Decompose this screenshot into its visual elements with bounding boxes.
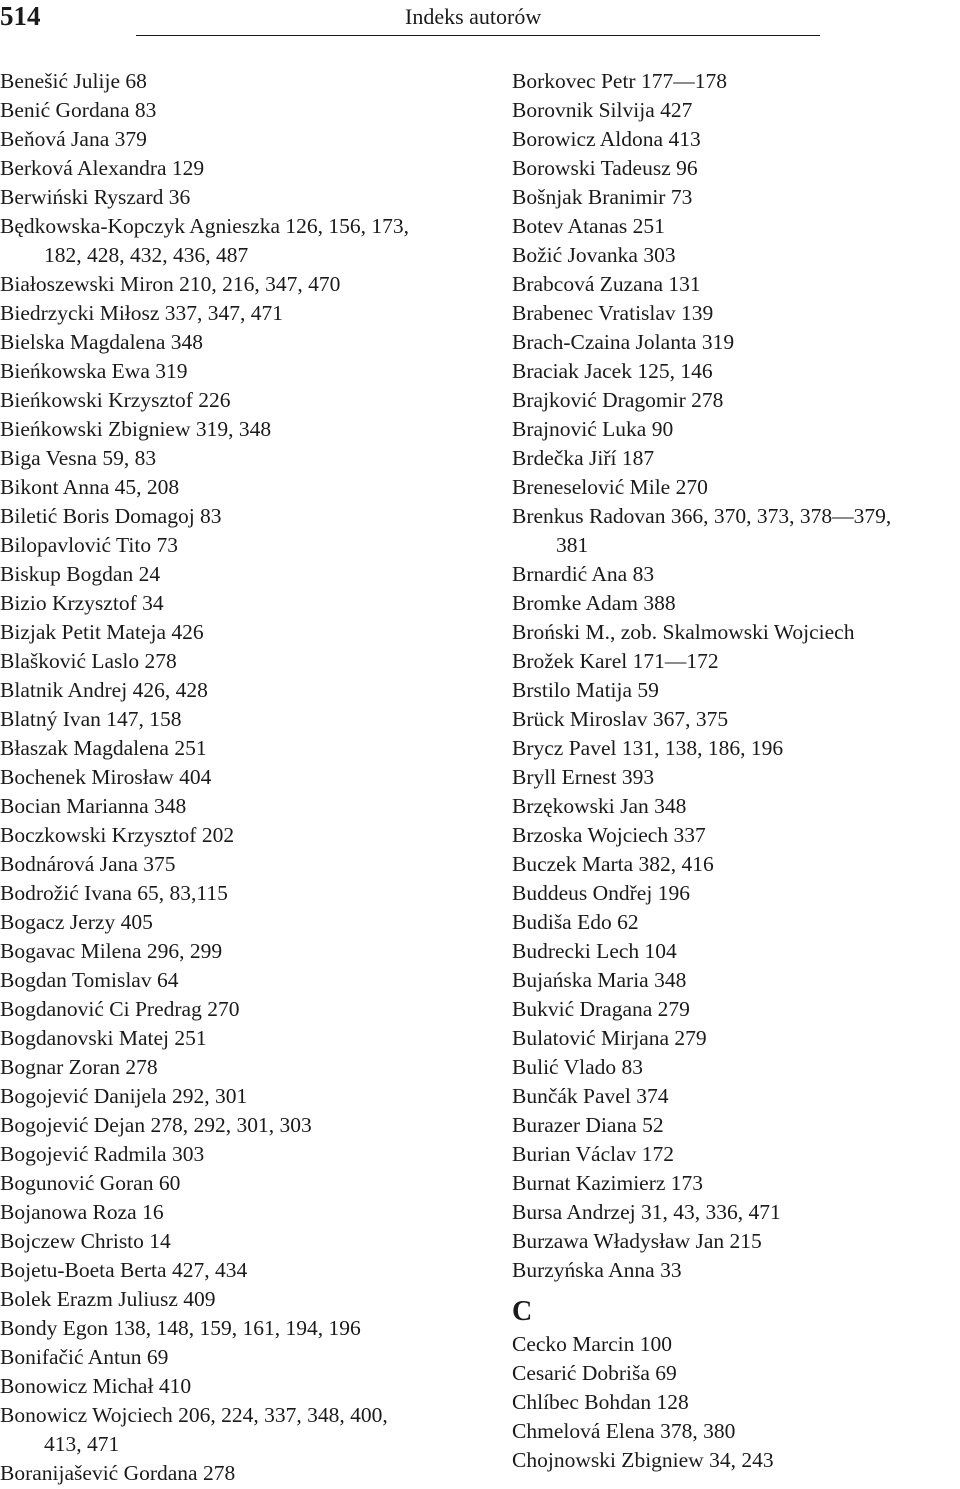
index-entry: Będkowska-Kopczyk Agnieszka 126, 156, 173,: [0, 214, 410, 238]
index-entry: Brycz Pavel 131, 138, 186, 196: [512, 736, 784, 760]
index-entry: Bogojević Danijela 292, 301: [0, 1084, 248, 1108]
index-entry: Broński M., zob. Skalmowski Wojciech: [512, 620, 855, 644]
index-entry: Bojetu-Boeta Berta 427, 434: [0, 1258, 248, 1282]
index-entry: Borowicz Aldona 413: [512, 127, 701, 151]
index-entry: Brück Miroslav 367, 375: [512, 707, 729, 731]
index-entry: Borowski Tadeusz 96: [512, 156, 698, 180]
index-entry: Błaszak Magdalena 251: [0, 736, 207, 760]
index-entry: Biedrzycki Miłosz 337, 347, 471: [0, 301, 284, 325]
index-entry: Bukvić Dragana 279: [512, 997, 690, 1021]
index-entry: Bogunović Goran 60: [0, 1171, 181, 1195]
index-entry: Borovnik Silvija 427: [512, 98, 693, 122]
index-entry: Białoszewski Miron 210, 216, 347, 470: [0, 272, 341, 296]
index-entry: Brabcová Zuzana 131: [512, 272, 701, 296]
index-entry: Benešić Julije 68: [0, 69, 147, 93]
index-entry: Blašković Laslo 278: [0, 649, 177, 673]
index-column-right: [512, 67, 957, 1475]
index-entry: Bizio Krzysztof 34: [0, 591, 164, 615]
index-entry: Blatný Ivan 147, 158: [0, 707, 182, 731]
index-entry: Bilopavlović Tito 73: [0, 533, 179, 557]
page-number: 514: [0, 1, 41, 31]
index-entry: Biletić Boris Domagoj 83: [0, 504, 222, 528]
index-entry: Chlíbec Bohdan 128: [512, 1390, 689, 1414]
index-entry: Burazer Diana 52: [512, 1113, 664, 1137]
index-entry: Brajković Dragomir 278: [512, 388, 724, 412]
index-entry: Beňová Jana 379: [0, 127, 147, 151]
index-entry: Bonifačić Antun 69: [0, 1345, 169, 1369]
index-entry: Bryll Ernest 393: [512, 765, 655, 789]
index-entry: Bieńkowski Krzysztof 226: [0, 388, 231, 412]
index-entry: Bojczew Christo 14: [0, 1229, 171, 1253]
index-entry: Bogacz Jerzy 405: [0, 910, 153, 934]
index-entry: Bochenek Mirosław 404: [0, 765, 212, 789]
index-entry: Braciak Jacek 125, 146: [512, 359, 713, 383]
index-entry: Bocian Marianna 348: [0, 794, 187, 818]
index-entry: Bieńkowski Zbigniew 319, 348: [0, 417, 272, 441]
index-entry: Blatnik Andrej 426, 428: [0, 678, 208, 702]
index-entry: Bodrožić Ivana 65, 83,115: [0, 881, 228, 905]
index-entry: Bogojević Radmila 303: [0, 1142, 205, 1166]
index-entry: Botev Atanas 251: [512, 214, 665, 238]
index-entry-continuation: 381: [556, 533, 589, 557]
index-entry: Biskup Bogdan 24: [0, 562, 161, 586]
index-column-left: [0, 67, 450, 1488]
index-entry: Cesarić Dobriša 69: [512, 1361, 677, 1385]
index-entry: Buddeus Ondřej 196: [512, 881, 690, 905]
index-entry: Bogdanovski Matej 251: [0, 1026, 207, 1050]
index-entry: Bošnjak Branimir 73: [512, 185, 693, 209]
index-entry: Brenkus Radovan 366, 370, 373, 378—379,: [512, 504, 892, 528]
header-rule: [136, 35, 820, 36]
index-entry: Bolek Erazm Juliusz 409: [0, 1287, 216, 1311]
index-entry-continuation: 413, 471: [44, 1432, 120, 1456]
index-entry: Bogdanović Ci Predrag 270: [0, 997, 240, 1021]
index-entry: Bodnárová Jana 375: [0, 852, 176, 876]
index-entry: Brožek Karel 171—172: [512, 649, 719, 673]
index-entry: Brdečka Jiří 187: [512, 446, 655, 470]
index-entry: Bujańska Maria 348: [512, 968, 687, 992]
index-entry: Bogojević Dejan 278, 292, 301, 303: [0, 1113, 312, 1137]
index-entry: Chmelová Elena 378, 380: [512, 1419, 736, 1443]
index-entry: Bogdan Tomislav 64: [0, 968, 179, 992]
index-entry: Bikont Anna 45, 208: [0, 475, 180, 499]
index-entry: Bulić Vlado 83: [512, 1055, 643, 1079]
index-entry: Bojanowa Roza 16: [0, 1200, 164, 1224]
index-entry: Brnardić Ana 83: [512, 562, 655, 586]
index-entry: Brabenec Vratislav 139: [512, 301, 714, 325]
index-entry: Budiša Edo 62: [512, 910, 639, 934]
index-entry-continuation: 182, 428, 432, 436, 487: [44, 243, 249, 267]
page-header: [0, 0, 960, 40]
index-entry: Bonowicz Michał 410: [0, 1374, 192, 1398]
index-entry: Breneselović Mile 270: [512, 475, 708, 499]
index-entry: Burzawa Władysław Jan 215: [512, 1229, 762, 1253]
index-entry: Berwiński Ryszard 36: [0, 185, 191, 209]
index-entry: Borkovec Petr 177—178: [512, 69, 727, 93]
index-entry: Brach-Czaina Jolanta 319: [512, 330, 735, 354]
index-entry: Bizjak Petit Mateja 426: [0, 620, 204, 644]
index-entry: Bondy Egon 138, 148, 159, 161, 194, 196: [0, 1316, 361, 1340]
index-entry: Berková Alexandra 129: [0, 156, 205, 180]
index-entry: Budrecki Lech 104: [512, 939, 677, 963]
section-letter: C: [512, 1296, 533, 1327]
index-entry: Bognar Zoran 278: [0, 1055, 158, 1079]
index-entry: Bielska Magdalena 348: [0, 330, 204, 354]
index-entry: Brstilo Matija 59: [512, 678, 659, 702]
index-entry: Boczkowski Krzysztof 202: [0, 823, 235, 847]
index-entry: Bulatović Mirjana 279: [512, 1026, 707, 1050]
index-entry: Chojnowski Zbigniew 34, 243: [512, 1448, 774, 1472]
index-entry: Bunčák Pavel 374: [512, 1084, 669, 1108]
index-entry: Bursa Andrzej 31, 43, 336, 471: [512, 1200, 781, 1224]
index-entry: Burnat Kazimierz 173: [512, 1171, 704, 1195]
index-entry: Benić Gordana 83: [0, 98, 157, 122]
index-entry: Bromke Adam 388: [512, 591, 676, 615]
index-entry: Brzoska Wojciech 337: [512, 823, 706, 847]
index-entry: Biga Vesna 59, 83: [0, 446, 157, 470]
index-entry: Božić Jovanka 303: [512, 243, 676, 267]
index-entry: Bieńkowska Ewa 319: [0, 359, 188, 383]
index-entry: Burzyńska Anna 33: [512, 1258, 682, 1282]
index-entry: Buczek Marta 382, 416: [512, 852, 714, 876]
running-title: Indeks autorów: [405, 4, 542, 29]
index-entry: Brajnović Luka 90: [512, 417, 674, 441]
index-entry: Brzękowski Jan 348: [512, 794, 687, 818]
index-entry: Cecko Marcin 100: [512, 1332, 673, 1356]
index-entry: Burian Václav 172: [512, 1142, 675, 1166]
index-entry: Bonowicz Wojciech 206, 224, 337, 348, 400,: [0, 1403, 388, 1427]
index-entry: Bogavac Milena 296, 299: [0, 939, 223, 963]
index-entry: Boranijašević Gordana 278: [0, 1461, 236, 1485]
